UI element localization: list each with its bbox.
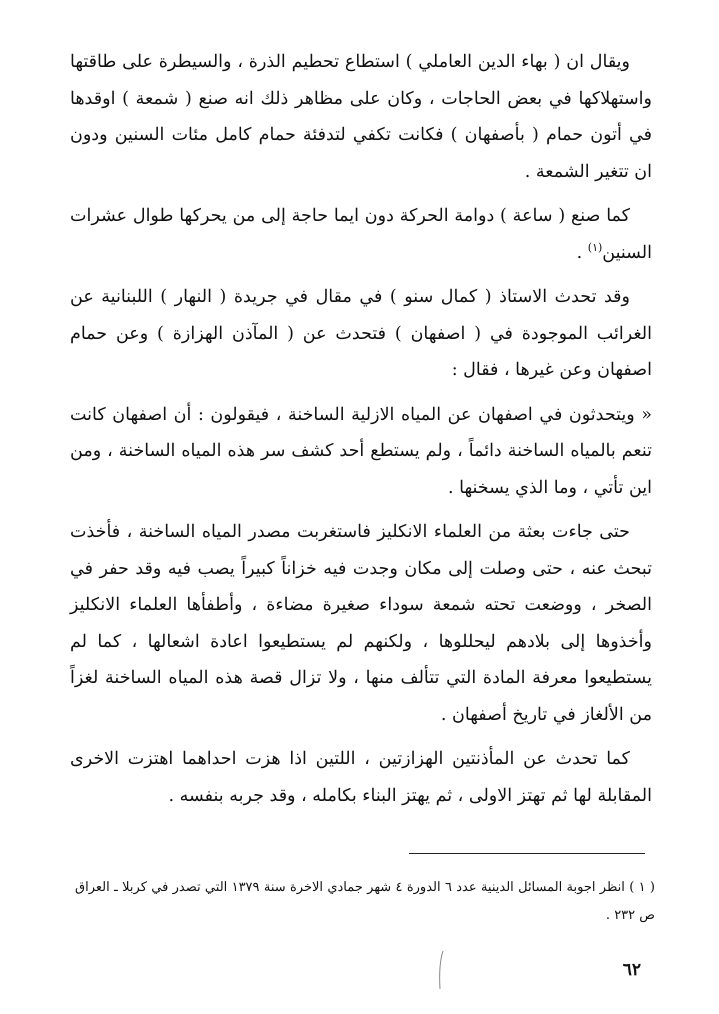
paragraph-5: حتى جاءت بعثة من العلماء الانكليز فاستغربت مصدر المياه الساخنة ، فأخذت تبحث عنه ، حتى وصلت إلى مكان وجدت فيه خزاناً كبيراً يصب فيه وقد حفر في الصخر ، ووضعت تحته شمعة سوداء صغيرة مضاءة ، وأطفأها العلماء الانكليز وأخذوها إلى بلادهم ليحللوها ، ولكنهم لم يستطيعوا اعادة اشعالها ، كما لم يستطيعوا معرفة المادة التي تتألف منها ، ولا تزال قصة هذه المياه الساخنة لغزاً من الألغاز في تاريخ أصفهان . (70, 522, 652, 725)
scan-mark (437, 950, 445, 990)
paragraph-2-tail: . (576, 242, 588, 263)
paragraph-6: كما تحدث عن المأذنتين الهزازتين ، اللتين اذا هزت احداهما اهتزت الاخرى المقابلة لها ثم تهتز الاولى ، ثم يهتز البناء بكامله ، وقد جربه بنفسه . (70, 749, 652, 806)
paragraph-1: ويقال ان ( بهاء الدين العاملي ) استطاع تحطيم الذرة ، والسيطرة على طاقتها واستهلاكها في بعض الحاجات ، وكان على مظاهر ذلك انه صنع ( شمعة ) اوقدها في أتون حمام ( بأصفهان ) فكانت تكفي لتدفئة حمام كامل مئات السنين ودون ان تتغير الشمعة . (70, 52, 652, 182)
footnote-divider (409, 853, 645, 854)
footnote: ( ١ ) انظر اجوبة المسائل الدينية عدد ٦ الدورة ٤ شهر جمادي الاخرة سنة ١٣٧٩ التي تصدر في كربلا ـ العراق ص ٢٣٢ . (75, 880, 655, 923)
main-text (70, 44, 652, 822)
paragraph-2 (70, 198, 652, 271)
page-number: ٦٢ (622, 960, 641, 980)
quotation-paragraph: « ويتحدثون في اصفهان عن المياه الازلية الساخنة ، فيقولون : أن اصفهان كانت تنعم بالمياه الساخنة دائماً ، ولم يستطع أحد كشف سر هذه المياه الساخنة ، ومن اين تأتي ، وما الذي يسخنها . (70, 404, 652, 498)
paragraph-2-text: كما صنع ( ساعة ) دوامة الحركة دون ايما حاجة إلى من يحركها طوال عشرات السنين (70, 206, 652, 263)
footnote-reference: (١) (587, 240, 603, 254)
paragraph-3: وقد تحدث الاستاذ ( كمال سنو ) في مقال في جريدة ( النهار ) اللبنانية عن الغرائب الموجودة في ( اصفهان ) فتحدث عن ( المآذن الهزازة ) وعن حمام اصفهان وعن غيرها ، فقال : (70, 287, 652, 380)
